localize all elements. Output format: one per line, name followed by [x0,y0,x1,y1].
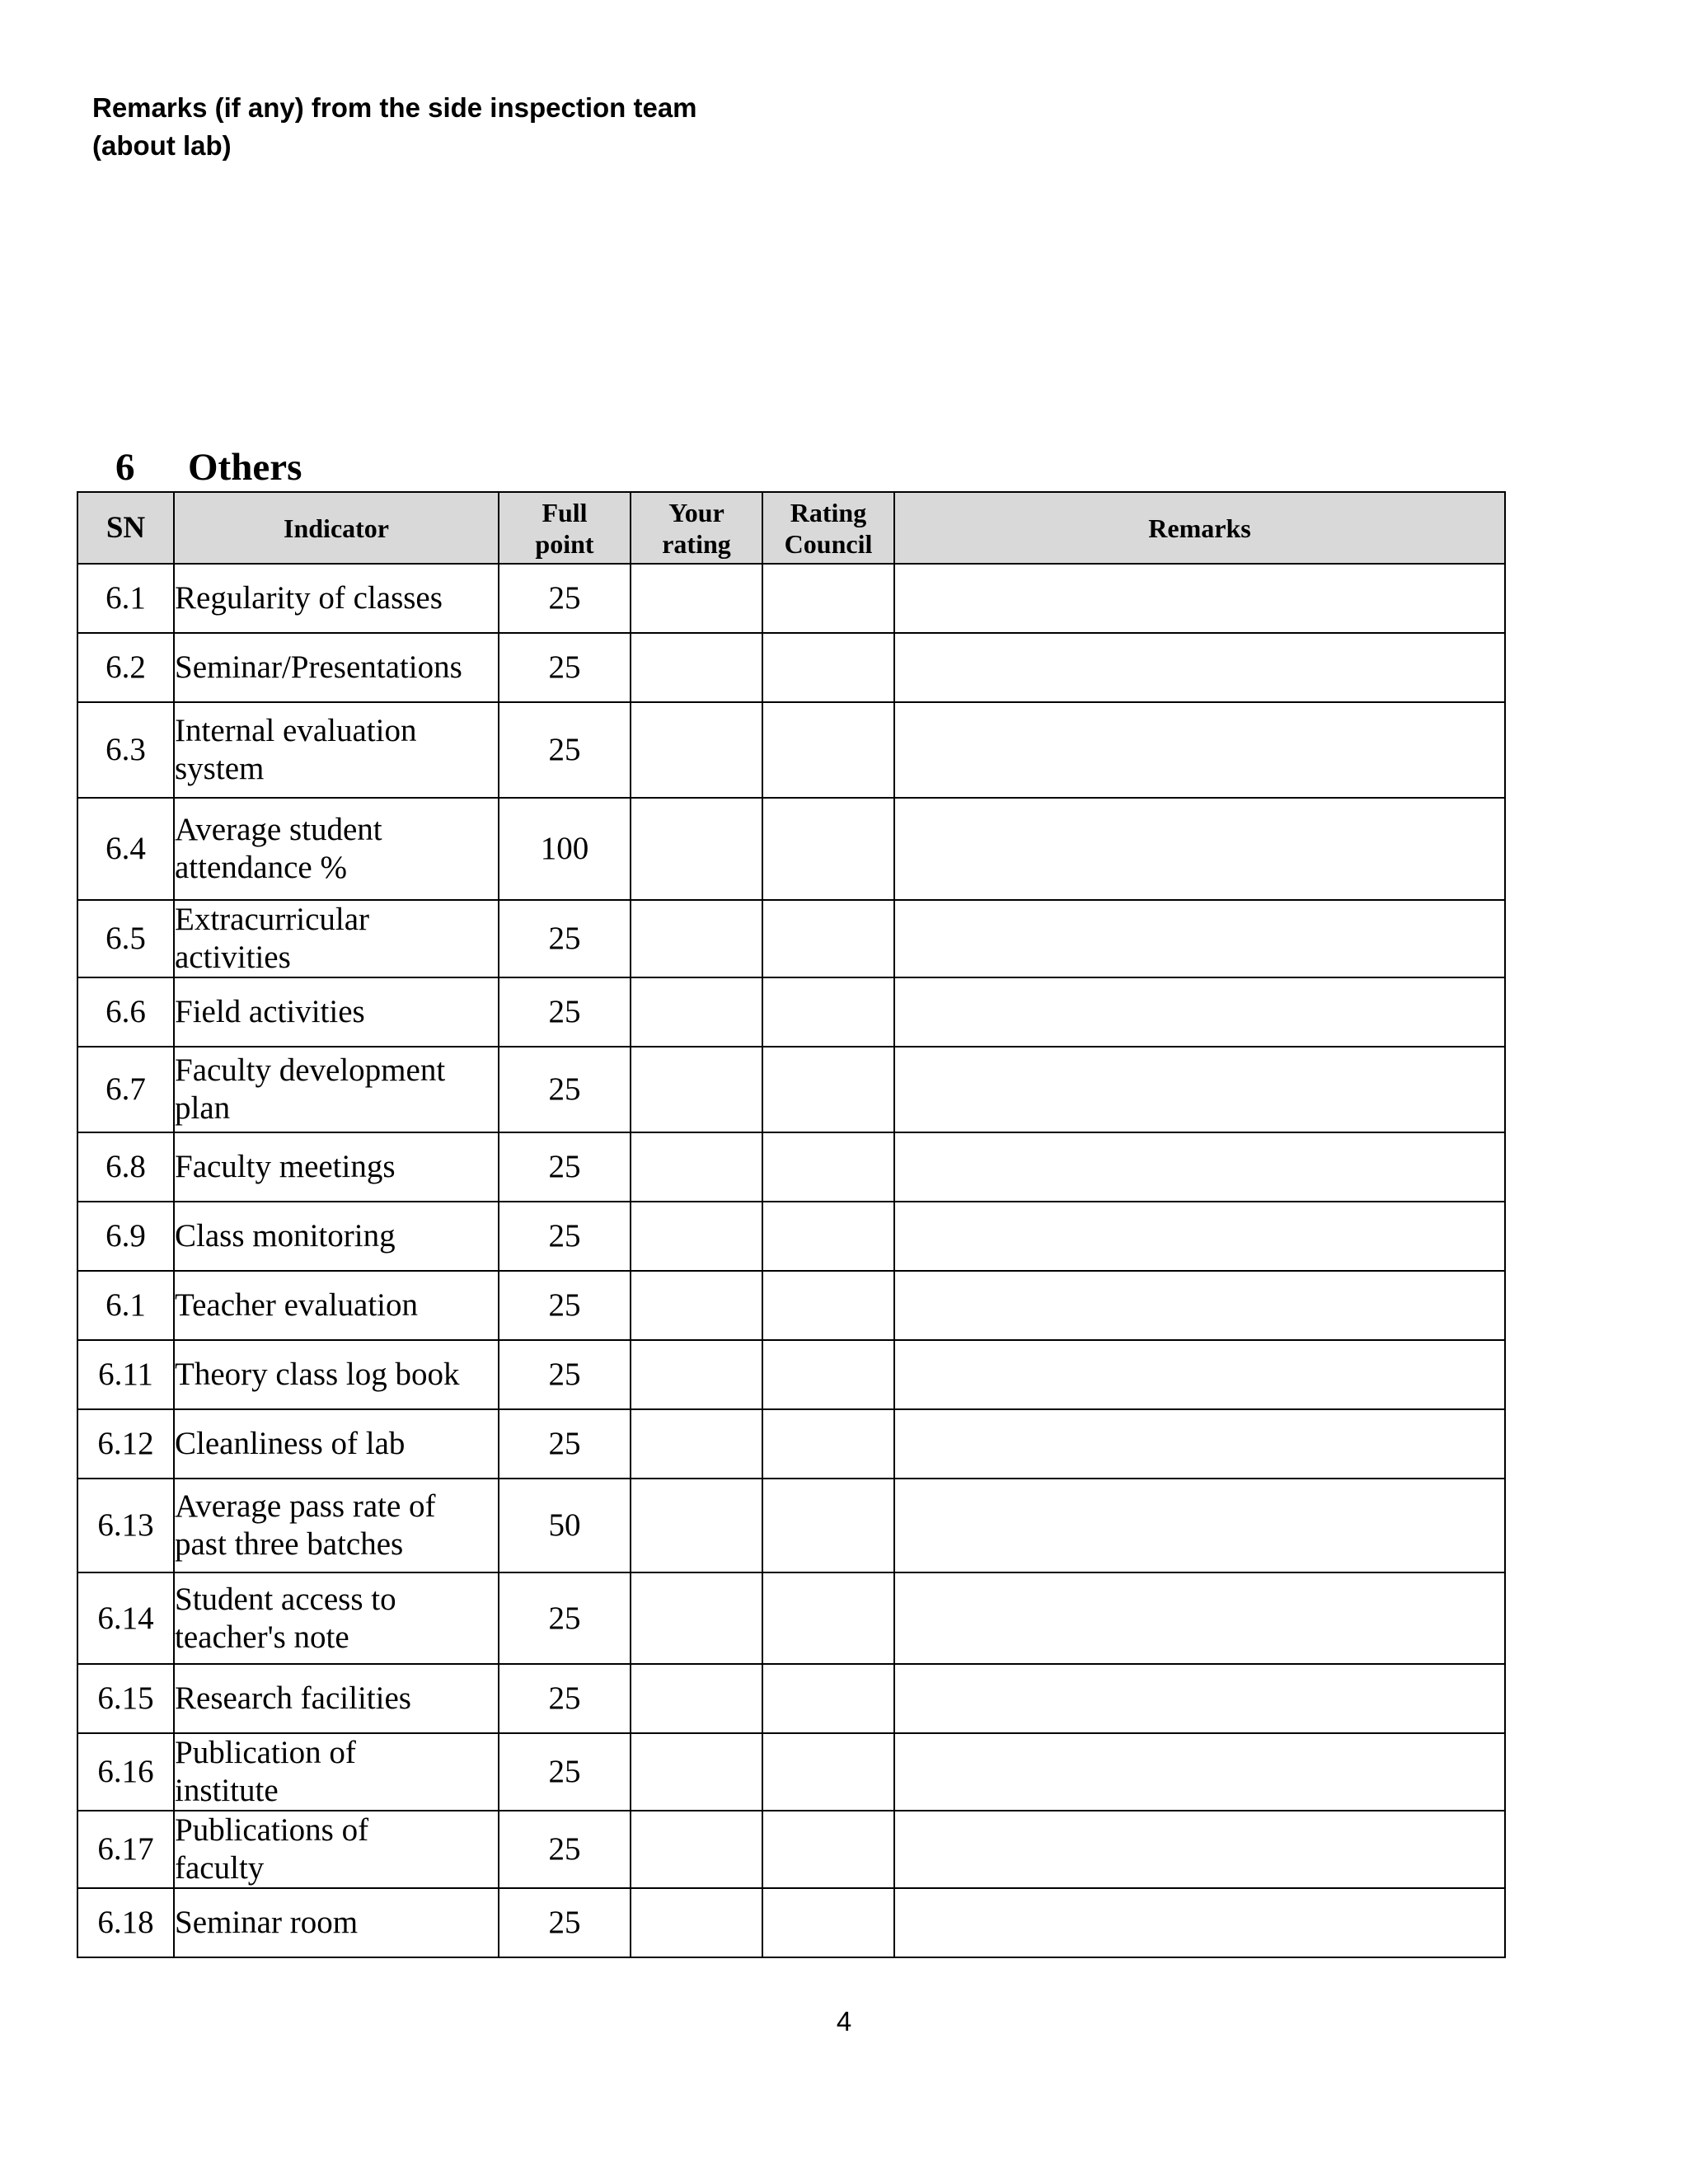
cell-your-rating[interactable] [631,1132,762,1202]
section-title [115,445,302,490]
cell-rating-council[interactable] [762,798,894,900]
cell-indicator [174,1271,499,1340]
cell-remarks[interactable] [894,1572,1505,1664]
cell-remarks[interactable] [894,1409,1505,1479]
table-row [77,1132,1505,1202]
cell-sn: 6.4 [77,798,174,900]
cell-full-point: 25 [499,1202,631,1271]
cell-rating-council[interactable] [762,1733,894,1811]
cell-sn: 6.3 [77,702,174,798]
header-full-point [499,492,631,564]
remarks-heading-line2: (about lab) [92,130,232,161]
cell-remarks[interactable] [894,633,1505,702]
cell-sn: 6.15 [77,1664,174,1733]
others-rating-table [77,491,1506,1958]
cell-remarks[interactable] [894,564,1505,633]
cell-remarks[interactable] [894,1271,1505,1340]
cell-your-rating[interactable] [631,564,762,633]
cell-full-point: 25 [499,564,631,633]
table-row [77,702,1505,798]
indicator-line: attendance % [175,850,347,885]
section-name: Others [188,446,302,489]
cell-full-point: 25 [499,1047,631,1132]
cell-indicator [174,633,499,702]
header-your-rating-line1: Your [668,497,724,527]
cell-sn: 6.14 [77,1572,174,1664]
table-row [77,1047,1505,1132]
cell-rating-council[interactable] [762,1572,894,1664]
header-your-rating-line2: rating [662,528,731,559]
cell-remarks[interactable] [894,1733,1505,1811]
cell-sn: 6.13 [77,1479,174,1572]
table-header-row [77,492,1505,564]
cell-indicator [174,1132,499,1202]
cell-indicator [174,1047,499,1132]
cell-rating-council[interactable] [762,564,894,633]
indicator-line: Cleanliness of lab [175,1426,406,1461]
cell-rating-council[interactable] [762,1340,894,1409]
cell-remarks[interactable] [894,1202,1505,1271]
cell-your-rating[interactable] [631,1572,762,1664]
cell-your-rating[interactable] [631,900,762,977]
indicator-line: activities [175,940,291,975]
indicator-line: Average student [175,812,382,847]
header-rating-council-line2: Council [784,528,873,559]
cell-indicator [174,900,499,977]
cell-remarks[interactable] [894,900,1505,977]
cell-rating-council[interactable] [762,1271,894,1340]
cell-remarks[interactable] [894,1047,1505,1132]
table-row [77,1479,1505,1572]
cell-rating-council[interactable] [762,702,894,798]
cell-indicator [174,1733,499,1811]
cell-indicator [174,1409,499,1479]
table-row [77,1202,1505,1271]
cell-your-rating[interactable] [631,1271,762,1340]
cell-full-point: 25 [499,1811,631,1888]
indicator-line: institute [175,1773,279,1808]
cell-rating-council[interactable] [762,977,894,1047]
cell-remarks[interactable] [894,977,1505,1047]
indicator-line: Teacher evaluation [175,1287,419,1323]
cell-your-rating[interactable] [631,1811,762,1888]
indicator-line: Field activities [175,994,365,1029]
header-full-point-line2: point [535,528,594,559]
cell-remarks[interactable] [894,1340,1505,1409]
cell-your-rating[interactable] [631,1202,762,1271]
cell-remarks[interactable] [894,702,1505,798]
cell-your-rating[interactable] [631,1047,762,1132]
indicator-line: Regularity of classes [175,580,443,616]
cell-sn: 6.8 [77,1132,174,1202]
cell-remarks[interactable] [894,1479,1505,1572]
header-rating-council [762,492,894,564]
table-row [77,1664,1505,1733]
indicator-line: Internal evaluation [175,713,417,748]
cell-your-rating[interactable] [631,702,762,798]
header-indicator: Indicator [174,492,499,564]
table-body [77,564,1505,1957]
header-full-point-line1: Full [542,497,588,527]
cell-sn: 6.17 [77,1811,174,1888]
indicator-line: system [175,751,265,786]
cell-full-point: 25 [499,1664,631,1733]
table-row [77,977,1505,1047]
indicator-line: past three batches [175,1526,404,1562]
cell-indicator [174,1202,499,1271]
indicator-line: Class monitoring [175,1218,396,1254]
cell-remarks[interactable] [894,1132,1505,1202]
cell-sn: 6.6 [77,977,174,1047]
cell-sn: 6.1 [77,564,174,633]
cell-sn: 6.2 [77,633,174,702]
indicator-line: Extracurricular [175,902,370,937]
indicator-line: Research facilities [175,1680,411,1716]
cell-remarks[interactable] [894,1811,1505,1888]
cell-your-rating[interactable] [631,1733,762,1811]
cell-your-rating[interactable] [631,1340,762,1409]
section-number: 6 [115,446,135,489]
cell-full-point: 25 [499,1888,631,1957]
cell-remarks[interactable] [894,798,1505,900]
cell-full-point: 25 [499,977,631,1047]
cell-sn: 6.16 [77,1733,174,1811]
cell-your-rating[interactable] [631,798,762,900]
indicator-line: Publications of [175,1812,369,1848]
cell-full-point: 25 [499,1572,631,1664]
cell-indicator [174,1664,499,1733]
table-row [77,1888,1505,1957]
cell-rating-council[interactable] [762,1047,894,1132]
cell-sn: 6.11 [77,1340,174,1409]
table-row [77,1271,1505,1340]
cell-rating-council[interactable] [762,633,894,702]
table-row [77,1340,1505,1409]
table-row [77,1572,1505,1664]
cell-full-point: 25 [499,702,631,798]
cell-rating-council[interactable] [762,1664,894,1733]
indicator-line: Seminar/Presentations [175,649,462,685]
table-row [77,633,1505,702]
cell-full-point: 25 [499,1340,631,1409]
cell-indicator [174,798,499,900]
cell-sn: 6.5 [77,900,174,977]
cell-rating-council[interactable] [762,900,894,977]
cell-your-rating[interactable] [631,1479,762,1572]
cell-indicator [174,977,499,1047]
cell-your-rating[interactable] [631,1664,762,1733]
indicator-line: plan [175,1090,231,1126]
cell-rating-council[interactable] [762,1132,894,1202]
cell-sn: 6.18 [77,1888,174,1957]
cell-rating-council[interactable] [762,1202,894,1271]
table-row [77,798,1505,900]
header-remarks: Remarks [894,492,1505,564]
cell-indicator [174,1811,499,1888]
table-row [77,564,1505,633]
page-number: 4 [836,2006,852,2036]
indicator-line: Faculty meetings [175,1149,396,1184]
indicator-line: Faculty development [175,1052,446,1088]
cell-sn: 6.7 [77,1047,174,1132]
cell-full-point: 25 [499,633,631,702]
cell-rating-council[interactable] [762,1811,894,1888]
header-your-rating [631,492,762,564]
table-row [77,1733,1505,1811]
indicator-line: teacher's note [175,1619,349,1655]
cell-full-point: 25 [499,900,631,977]
cell-remarks[interactable] [894,1888,1505,1957]
cell-your-rating[interactable] [631,1409,762,1479]
remarks-heading-line1: Remarks (if any) from the side inspection team [92,92,697,123]
cell-full-point: 25 [499,1271,631,1340]
cell-indicator [174,702,499,798]
table-row [77,1811,1505,1888]
cell-your-rating[interactable] [631,1888,762,1957]
cell-your-rating[interactable] [631,633,762,702]
table-row [77,900,1505,977]
cell-your-rating[interactable] [631,977,762,1047]
indicator-line: faculty [175,1850,265,1886]
indicator-line: Publication of [175,1735,356,1770]
cell-sn: 6.9 [77,1202,174,1271]
cell-indicator [174,1479,499,1572]
cell-indicator [174,1888,499,1957]
header-sn: SN [77,492,174,564]
cell-rating-council[interactable] [762,1409,894,1479]
indicator-line: Theory class log book [175,1357,460,1392]
cell-indicator [174,564,499,633]
cell-rating-council[interactable] [762,1888,894,1957]
cell-indicator [174,1340,499,1409]
cell-rating-council[interactable] [762,1479,894,1572]
indicator-line: Average pass rate of [175,1488,436,1524]
indicator-line: Student access to [175,1581,396,1617]
cell-indicator [174,1572,499,1664]
cell-sn: 6.12 [77,1409,174,1479]
remarks-heading [92,89,697,165]
cell-full-point: 50 [499,1479,631,1572]
cell-full-point: 25 [499,1733,631,1811]
cell-full-point: 25 [499,1132,631,1202]
cell-full-point: 100 [499,798,631,900]
header-rating-council-line1: Rating [790,497,867,527]
cell-sn: 6.1 [77,1271,174,1340]
table-row [77,1409,1505,1479]
cell-full-point: 25 [499,1409,631,1479]
indicator-line: Seminar room [175,1905,359,1940]
cell-remarks[interactable] [894,1664,1505,1733]
